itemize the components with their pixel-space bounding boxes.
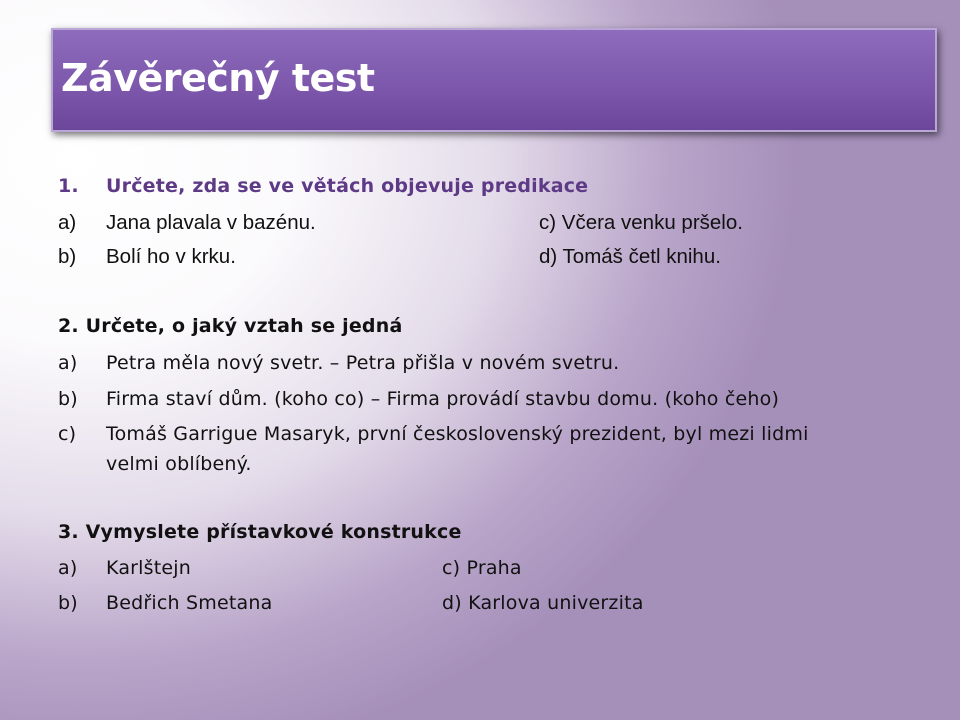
item-label: b) (58, 245, 77, 268)
task1-item-d: d) Tomáš četl knihu. (539, 245, 721, 268)
task1-heading (58, 177, 588, 196)
item-label: c) (58, 423, 77, 445)
task3-item-c: c) Praha (442, 557, 522, 579)
task3-item-b (58, 594, 272, 613)
item-text: Karlštejn (106, 557, 192, 579)
task3-item-d: d) Karlova univerzita (442, 592, 644, 614)
task1-item-c: c) Včera venku pršelo. (539, 211, 743, 234)
item-label: a) (58, 352, 78, 374)
task2-heading: 2. Určete, o jaký vztah se jedná (58, 315, 403, 337)
task2-item-c (58, 425, 809, 444)
item-text: Petra měla nový svetr. – Petra přišla v novém svetru. (106, 352, 620, 374)
task1-item-a (58, 213, 316, 234)
task2-item-a (58, 354, 619, 373)
item-text: Tomáš Garrigue Masaryk, první československý prezident, byl mezi lidmi (106, 423, 809, 445)
item-text: Firma staví dům. (koho co) – Firma provádí stavbu domu. (koho čeho) (106, 388, 780, 410)
task2-item-c-continued: velmi oblíbený. (106, 453, 252, 475)
item-label: b) (58, 592, 78, 614)
title-bar (51, 28, 937, 132)
item-label: a) (58, 557, 78, 579)
page-title: Závěrečný test (61, 56, 375, 100)
item-label: a) (58, 211, 77, 234)
item-text: Jana plavala v bazénu. (106, 211, 316, 234)
item-text: Bolí ho v krku. (106, 245, 236, 268)
task3-item-a (58, 559, 191, 578)
task3-heading: 3. Vymyslete přístavkové konstrukce (58, 521, 462, 543)
task1-heading-text: Určete, zda se ve větách objevuje predikace (106, 175, 589, 197)
item-label: b) (58, 388, 78, 410)
item-text: Bedřich Smetana (106, 592, 273, 614)
task1-number: 1. (58, 175, 79, 197)
task1-item-b (58, 247, 236, 268)
task2-item-b (58, 390, 779, 409)
